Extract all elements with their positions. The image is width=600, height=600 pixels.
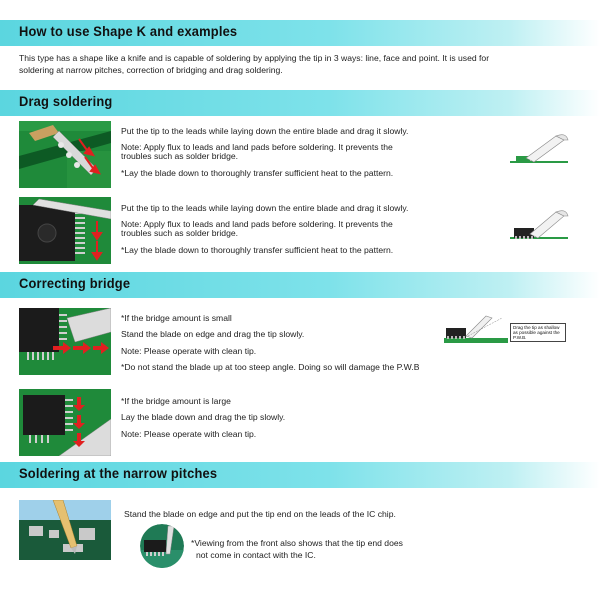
instruction-line: Put the tip to the leads while laying down the entire blade and drag it slowly. [121, 203, 409, 213]
condition-line: *If the bridge amount is small [121, 313, 232, 323]
tip-line: *Lay the blade down to thoroughly transfer sufficient heat to the pattern. [121, 245, 394, 255]
drag-soldering-text-1 [121, 126, 481, 186]
instruction-line: Stand the blade on edge and put the tip end on the leads of the IC chip. [124, 509, 396, 519]
narrow-pitches-photo [19, 500, 111, 560]
intro-line: soldering at narrow pitches, correction of bridging and drag soldering. [19, 65, 283, 75]
narrow-pitches-circle-inset [140, 524, 184, 568]
drag-diagram-1 [508, 130, 570, 170]
section-title: How to use Shape K and examples [19, 23, 238, 39]
instruction-line: Put the tip to the leads while laying down the entire blade and drag it slowly. [121, 126, 409, 136]
narrow-pitches-text-2 [191, 538, 511, 562]
warning-line: *Do not stand the blade up at too steep angle. Doing so will damage the P.W.B [121, 362, 420, 372]
instruction-line: Lay the blade down and drag the tip slowly. [121, 412, 286, 422]
section-title: Soldering at the narrow pitches [19, 465, 218, 481]
note-line: Note: Please operate with clean tip. [121, 429, 257, 439]
section-header-how-to-use [0, 20, 600, 46]
section-header-narrow-pitches [0, 462, 600, 488]
narrow-pitches-text-1 [124, 509, 504, 523]
bridge-large-photo [19, 389, 111, 456]
section-title: Drag soldering [19, 93, 113, 109]
drag-soldering-photo-1 [19, 121, 111, 188]
intro-line: This type has a shape like a knife and is capable of soldering by applying the tip in 3 ways: line, face and point. It is used for [19, 53, 490, 63]
condition-line: *If the bridge amount is large [121, 396, 231, 406]
bridge-large-text [121, 396, 481, 446]
note-line: not come in contact with the IC. [196, 550, 316, 560]
drag-soldering-photo-2 [19, 197, 111, 264]
note-line: Note: Please operate with clean tip. [121, 346, 257, 356]
drag-soldering-text-2 [121, 203, 481, 263]
tip-line: *Lay the blade down to thoroughly transfer sufficient heat to the pattern. [121, 168, 394, 178]
callout-text: Drag the tip as shallow as possible against the P.W.B. [513, 325, 560, 340]
instruction-line: Stand the blade on edge and drag the tip slowly. [121, 329, 305, 339]
bridge-small-diagram [442, 314, 510, 348]
intro-paragraph [19, 52, 579, 76]
section-header-drag-soldering [0, 90, 600, 116]
note-line: Note: Apply flux to leads and land pads before soldering. It prevents the [121, 219, 393, 229]
note-line: troubles such as solder bridge. [121, 151, 239, 161]
note-line: Note: Apply flux to leads and land pads before soldering. It prevents the [121, 142, 393, 152]
section-title: Correcting bridge [19, 275, 131, 291]
note-line: *Viewing from the front also shows that the tip end does [191, 538, 403, 548]
shallow-angle-callout [510, 323, 566, 342]
drag-diagram-2 [508, 206, 570, 246]
bridge-small-photo [19, 308, 111, 375]
note-line: troubles such as solder bridge. [121, 228, 239, 238]
section-header-correcting-bridge [0, 272, 600, 298]
